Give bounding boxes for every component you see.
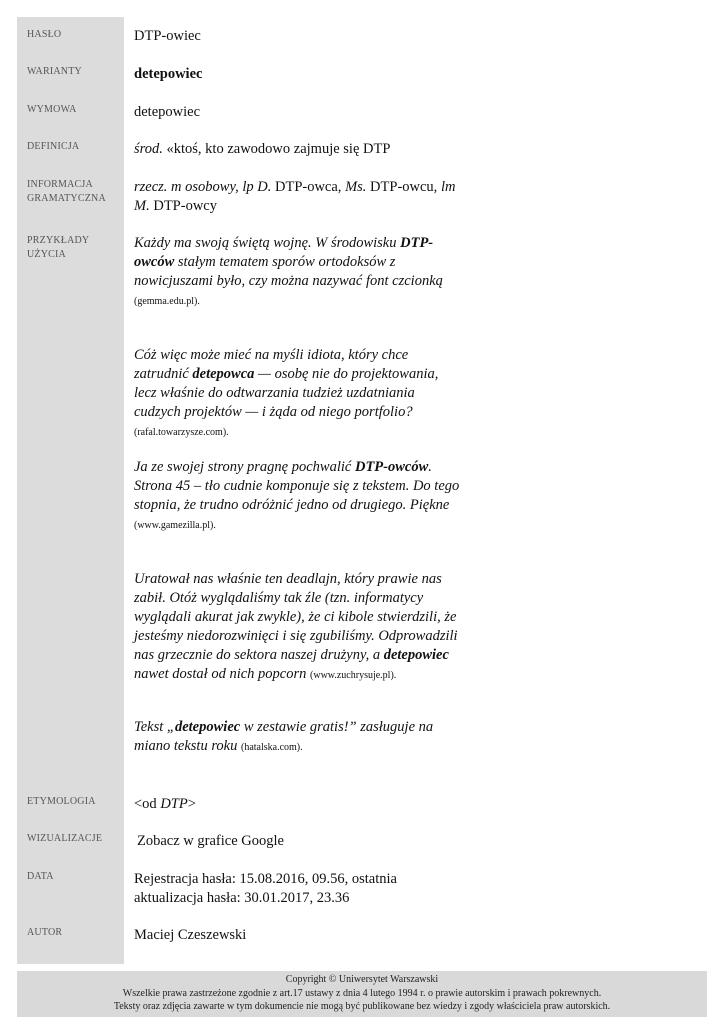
footer-line2: Wszelkie prawa zastrzeżone zgodnie z art.17 ustawy z dnia 4 lutego 1994 r. o prawie autorskim i prawach pokrewnych. — [122, 987, 602, 999]
example-3 — [134, 458, 464, 535]
example-end: . — [197, 296, 200, 307]
grammar-part: DTP-owca, — [271, 179, 346, 195]
label-informacja-line1: INFORMACJA — [27, 179, 93, 190]
example-text: Każdy ma swoją świętą wojnę. W środowisku — [134, 235, 401, 251]
headword: DTP-owiec — [134, 28, 201, 44]
example-end: . — [300, 742, 303, 753]
label-przyklady-line2: UŻYCIA — [27, 249, 66, 260]
example-source: (www.gamezilla.pl) — [134, 520, 214, 531]
label-autor: AUTOR — [27, 927, 63, 938]
pronunciation: detepowiec — [134, 104, 201, 120]
label-wymowa: WYMOWA — [27, 104, 77, 115]
footer-line1: Copyright © Uniwersytet Warszawski — [285, 974, 439, 985]
etymology-close: > — [187, 796, 196, 812]
label-data: DATA — [27, 871, 54, 882]
label-przyklady-uzycia — [27, 234, 123, 262]
grammar-info — [134, 178, 464, 216]
definition-qualifier: środ. — [134, 141, 163, 157]
example-text: Uratował nas właśnie ten deadlajn, który prawie nas zabił. Otóż wyglądaliśmy tak źle (tzn. informatycy wyglądali akurat jak zwykle), że ci kibole stwierdzili, że jesteśmy niedorozwinięci i się zgubiliśmy. Odprowadzili nas grzecznie do sektora naszej drużyny, a — [134, 571, 458, 663]
author: Maciej Czeszewski — [134, 927, 247, 943]
example-source: (www.zuchrysuje.pl) — [310, 670, 394, 681]
example-text: nawet dostał od nich popcorn — [134, 666, 311, 682]
grammar-part: DTP-owcy — [149, 198, 217, 214]
example-text: . Strona 45 – tło cudnie komponuje się z tekstem. Do tego stopnia, że trudno odróżnić jedno od drugiego. Piękne — [134, 459, 460, 513]
etymology-open: <od — [134, 796, 161, 812]
grammar-part: DTP-owcu, — [366, 179, 441, 195]
example-2 — [134, 346, 464, 442]
label-warianty: WARIANTY — [27, 66, 82, 77]
example-text: stałym tematem sporów ortodoksów z nowicjuszami było, czy można nazywać font czcionką — [134, 254, 443, 289]
label-definicja: DEFINICJA — [27, 141, 80, 152]
google-images-link[interactable]: Zobacz w grafice Google — [137, 833, 284, 849]
example-text: Tekst „ — [134, 719, 175, 735]
grammar-part: rzecz. m osobowy, lp D. — [134, 179, 272, 195]
label-informacja-line2: GRAMATYCZNA — [27, 193, 106, 204]
label-sidebar — [17, 17, 124, 964]
example-end: . — [213, 520, 216, 531]
example-term: detepowiec — [383, 647, 449, 663]
etymology-term: DTP — [160, 796, 188, 812]
example-term: detepowca — [192, 366, 255, 382]
etymology — [134, 795, 464, 814]
date-line1: Rejestracja hasła: 15.08.2016, 09.56, ostatnia — [134, 871, 397, 887]
example-source: (gemma.edu.pl) — [134, 296, 198, 307]
example-end: . — [226, 427, 229, 438]
footer-line3: Teksty oraz zdjęcia zawarte w tym dokumencie nie mogą być publikowane bez wiedzy i zgody właściciela praw autorskich. — [113, 1001, 611, 1012]
example-text: Ja ze swojej strony pragnę pochwalić — [134, 459, 355, 475]
example-text: Cóż więc może mieć na myśli idiota, który chce zatrudnić — [134, 347, 409, 382]
label-wizualizacje: WIZUALIZACJE — [27, 833, 103, 844]
label-haslo: HASŁO — [27, 29, 62, 40]
example-term: DTP-owców — [134, 235, 434, 270]
copyright-footer — [17, 971, 707, 1017]
definition-text: «ktoś, kto zawodowo zajmuje się DTP — [162, 141, 391, 157]
label-przyklady-line1: PRZYKŁADY — [27, 235, 90, 246]
definition — [134, 140, 464, 159]
label-informacja-gramatyczna — [27, 178, 123, 206]
grammar-part: lm M. — [134, 179, 456, 214]
date-line2: aktualizacja hasła: 30.01.2017, 23.36 — [134, 890, 350, 906]
example-1 — [134, 234, 464, 311]
example-4 — [134, 570, 464, 685]
example-source: (rafal.towarzysze.com) — [134, 427, 227, 438]
example-end: . — [393, 670, 397, 681]
example-source: (hatalska.com) — [241, 742, 301, 753]
example-text: w zestawie gratis!” zasługuje na miano tekstu roku — [134, 719, 434, 754]
label-etymologia: ETYMOLOGIA — [27, 796, 96, 807]
example-5 — [134, 718, 464, 757]
example-term: detepowiec — [174, 719, 241, 735]
variant: detepowiec — [134, 66, 203, 82]
entry-dates — [134, 870, 464, 908]
example-term: DTP-owców — [354, 459, 429, 475]
grammar-part: Ms. — [345, 179, 367, 195]
example-text: — osobę nie do projektowania, lecz właśnie do odtwarzania tudzież uzdatniania cudzych projektów — i żąda od niego portfolio? — [134, 366, 439, 420]
